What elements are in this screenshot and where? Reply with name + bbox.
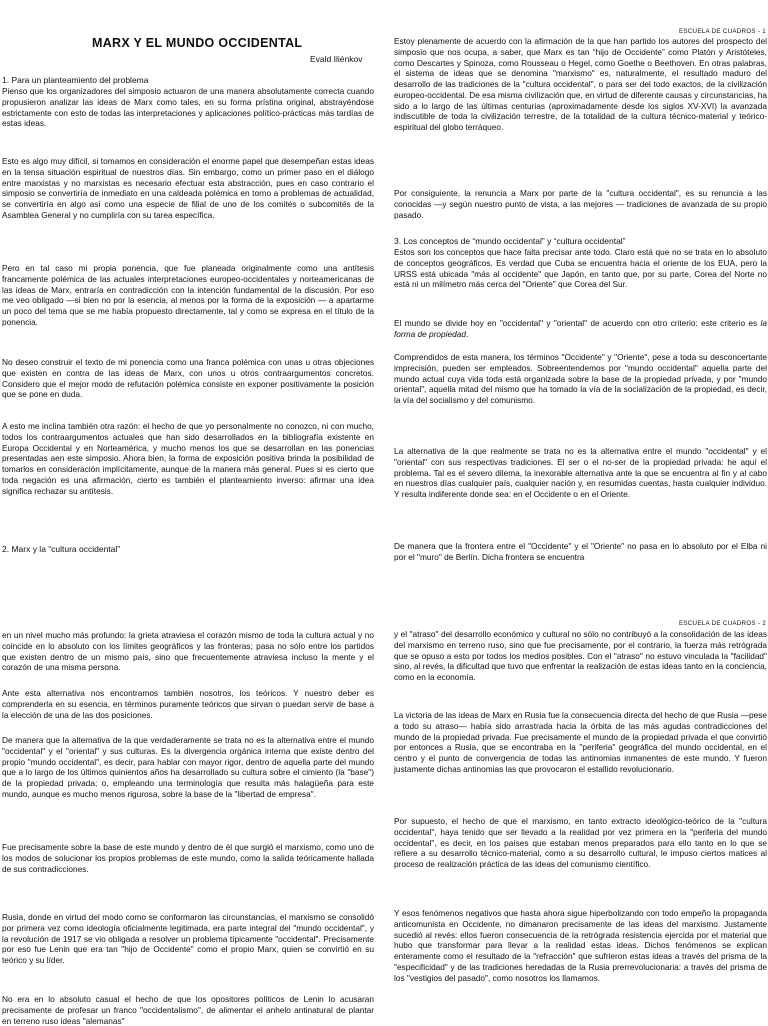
running-head-page-1: ESCUELA DE CUADROS - 1 (678, 28, 766, 35)
page2-left-paragraph-2: Ante esta alternativa nos encontramos también nosotros, los teóricos. Y nuestro deber es comprenderla en su esencia, en términos puramente teóricos que sirvan o puedan servir de base a la elección de una de las dos posiciones. (2, 688, 374, 720)
document-title: MARX Y EL MUNDO OCCIDENTAL (92, 36, 303, 50)
page1-left-paragraph-2: Esto es algo muy difícil, si tomamos en consideración el enorme papel que desempeñan estas ideas en la tensa situación espiritual de nuestros días. Sin embargo, como un primer paso en el diálogo entre marxistas y no marxistas es necesario efectuar esta abstracción, pues en caso contrario el simposio se convertiría de inmediato en una caldeada polémica en torno a problemas de actualidad, se convertiría en algo así como una especie de filial de uno de los comités o subcomités de la Asamblea General y no cumpliría con su tarea específica. (2, 156, 374, 220)
page2-left-paragraph-3: De manera que la alternativa de la que verdaderamente se trata no es la alternativa entre el mundo "occidental" y el "oriental" y sus culturas. Es la divergencia orgánica interna que existe dentro del propio "mundo occidental", es decir, para hablar con mayor rigor, dentro de aquella parte del mundo que a lo largo de los últimos quinientos años ha desarrollado su cultura sobre el cimiento (la "base") de la propiedad privada; o, empleando una terminología que resulta más halagüeña para este mundo, aunque es mucho menos rigurosa, sobre la base de la "libertad de empresa". (2, 735, 374, 799)
page1-left-paragraph-3: Pero en tal caso mi propia ponencia, que fue planeada originalmente como una antítesis francamente polémica de las actuales interpretaciones europeo-occidentales y norteamericanas de las ideas de Marx, entraría en contradicción con la intención fundamental de la discusión. Por eso me veo obligado —si bien no por la esencia, al menos por la forma de la exposición — a apartarme un poco del tema que se me había propuesto directamente, tal y como se expresa en el título de la ponencia. (2, 263, 374, 327)
page1-left-paragraph-5: A esto me inclina también otra razón: el hecho de que yo personalmente no conozco, ni con mucho, todos los contraargumentos actuales que han sido desarrollados en la bibliografía existente en Europa Occidental y en Norteamérica, y mucho menos los que se desarrollan en las ponencias presentadas aen este simposio. Ahora bien, la forma de exposición positiva brinda la posibilidad de tomarlos en consideración implícitamente, aunque de la manera más general. Pues si es cierto que toda negación es una afirmación, cierto es también el planteamiento inverso: afirmar una idea significa rechazar su antítesis. (2, 421, 374, 496)
page2-left-paragraph-6: No era en lo absoluto casual el hecho de que los opositores políticos de Lenin lo acusaran precisamente de profesar un franco "occidentalismo", de alimentar el anhelo antinatural de plantar en terreno ruso ideas "alemanas" (2, 994, 374, 1026)
page2-right-paragraph-4: Y esos fenómenos negativos que hasta ahora sigue hiperbolizando con todo empeño la propaganda anticomunista en Occidente, no dimanaron precisamente de las ideas del marxismo. Justamente sucedió al revés: ellos fueron consecuencia de la retrógrada resistencia ejercida por el material que hubo que transformar para llevar a la realidad estas ideas. Dichos fenómenos se explican enteramente como el resultado de la "refracción" que sufrieron estas ideas a través del prisma de la "especificidad" y de las tradiciones heredadas de la Rusia prerrevolucionaria: a través del prisma de los "vestigios del pasado", como nosotros los llamamos. (394, 908, 767, 983)
page1-left-paragraph-1: Pienso que los organizadores del simposio actuaron de una manera absolutamente correcta cuando propusieron analizar las ideas de Marx como tales, en su forma prístina original, abstrayéndose estrictamente con esto de todas las interpretaciones y aplicaciones político-prácticas más tardías de estas ideas. (2, 86, 374, 129)
page1-right-paragraph-2: Por consiguiente, la renuncia a Marx por parte de la "cultura occidental", es su renuncia a las conocidas —y según nuestro punto de vista, a las mejores — tradiciones de avanzada de su propio pasado. (394, 188, 767, 220)
page1-right-paragraph-5: Comprendidos de esta manera, los términos "Occidente" y "Oriente", pese a toda su desconcertante imprecisión, pueden ser empleados. Sobreentendemos por "mundo occidental" aquella parte del mundo actual cuya vida toda está organizada sobre la base de la propiedad privada, y por "mundo oriental", aquella mitad del mismo que ha tomado la vía de la socialización de la propiedad, es decir, la vía del socialismo y del comunismo. (394, 352, 767, 405)
page1-left-paragraph-4: No deseo construir el texto de mi ponencia como una franca polémica con unas u otras objeciones que existen en contra de las ideas de Marx, con unos u otros contraargumentos concretos. Considero que el mejor modo de refutación polémica consiste en exponer positivamente la posición que se pone en duda. (2, 357, 374, 400)
document-author: Evald Iliénkov (310, 54, 363, 64)
running-head-page-2: ESCUELA DE CUADROS - 2 (678, 620, 766, 627)
page2-left-paragraph-4: Fue precisamente sobre la base de este mundo y dentro de él que surgió el marxismo, como uno de los modos de solucionar los propios problemas de este mundo, como la salida teóricamente hallada de sus contradicciones. (2, 842, 374, 874)
section2-heading: 2. Marx y la “cultura occidental” (2, 544, 121, 554)
criterion-end-text: . (465, 328, 469, 339)
page2-right-paragraph-2: La victoria de las ideas de Marx en Rusia fue la consecuencia directa del hecho de que Rusia —pese a todo su atraso— había sido arrastrada hacia la órbita de las más agudas contradicciones del mundo de la propiedad privada. Fue precisamente el mundo de la propiedad privada el que convirtió por entonces a Rusia, que se encontraba en la "periferia" geográfica del mundo occidental, en el centro y el punto de convergencia de todas las antinomias inmanentes de este mundo. Y fueron justamente dichas antinomias las que provocaron el estallido revolucionario. (394, 710, 767, 774)
page1-right-paragraph-7: De manera que la frontera entre el "Occidente" y el "Oriente" no pasa en lo absoluto por el Elba ni por el "muro" de Berlín. Dicha frontera se encuentra (394, 541, 767, 562)
page1-right-paragraph-4 (394, 318, 767, 340)
page2-right-paragraph-1: y el "atraso" del desarrollo económico y cultural no sólo no contribuyó a la consolidación de las ideas del marxismo en terreno ruso, sino que fue precisamente, por el contrario, la fuerza más retrógrada que se opuso a esto por todos los medios posibles. Con el "atraso" no estuvo vinculada la "facilidad" sino, al revés, la dificultad que tuvo que enfrentar la realización de estas ideas tanto en la conciencia, como en la economía. (394, 629, 767, 682)
criterion-emphasis: la forma de propiedad (394, 318, 767, 339)
document-page-2 (0, 512, 768, 1024)
page1-right-paragraph-1: Estoy plenamente de acuerdo con la afirmación de la que han partido los autores del prospecto del simposio que nos ocupa, a saber, que Marx es tan “hijo de Occidente” como Platón y Aristóteles, como Descartes y Spinoza, como Rousseau o Hegel, como Goethe o Beethoven. En otras palabras, el sistema de ideas que se denomina "marxismo" es, naturalmente, el resultado maduro del desarrollo de las tradiciones de la "cultura occidental", o para ser del todo exactos, de la civilización europeo-occidental. De esa misma civilización que, en virtud de diferente causas y circunstancias, ha sido a lo largo de las últimas centurias (aproximadamente desde los siglos XV-XVI) la avanzada indiscutible de toda la civilización terrestre, de la totalidad de la cultura técnico-material y teórico-espiritual del globo terráqueo. (394, 36, 767, 132)
page1-right-paragraph-6: La alternativa de la que realmente se trata no es la alternativa entre el mundo "occidental" y el "oriental" con sus respectivas tradiciones. El ser o el no-ser de la propiedad privada: he aquí el problema. Tal es el severo dilema, la inexorable alternativa ante la que se encuentra al fin y al cabo en nuestros días cualquier país, cualquier nación y, en resumidas cuentas, hasta cualquier individuo. Y resulta indiferente donde sea: en el Occidente o en el Oriente. (394, 446, 767, 499)
page2-right-paragraph-3: Por supuesto, el hecho de que el marxismo, en tanto extracto ideológico-teórico de la "cultura occidental", haya tenido que ser llevado a la realidad por vez primera en la "periferia del mundo occidental", es decir, en los países que estaban menos preparados para ello tanto en lo que se refiere a su desarrollo técnico-material, como a su desarrollo cultural, le impuso ciertos matices al proceso de realización práctica de las ideas del comunismo científico. (394, 816, 767, 869)
criterion-lead-text: El mundo se divide hoy en "occidental" y "oriental" de acuerdo con otro criterio: este criterio es (394, 318, 761, 328)
page2-left-paragraph-5: Rusia, donde en virtud del modo como se conformaron las circunstancias, el marxismo se consolidó por primera vez como ideología oficialmente legitimada, era parte integral del "mundo occidental", y la revolución de 1917 se vio obligada a resolver un problema típicamente "occidental". Precisamente por eso fue Lenin que era tan "hijo de Occidente" como el propio Marx, quien se convirtió en su teórico y su líder. (2, 912, 374, 965)
page2-left-paragraph-1: en un nivel mucho más profundo: la grieta atraviesa el corazón mismo de toda la cultura actual y no coincide en lo absoluto con los límites geográficos y las fronteras; pasa no sólo entre los partidos que existen dentro de un mismo país, sino que frecuentemente atraviesa incluso la mente y el corazón de una misma persona. (2, 630, 374, 673)
section3-heading: 3. Los conceptos de “mundo occidental” y “cultura occidental” (394, 236, 626, 246)
section1-heading: 1. Para un planteamiento del problema (2, 75, 149, 85)
page1-right-paragraph-3: Estos son los conceptos que hace falta precisar ante todo. Claro está que no se trata en lo absoluto de conceptos geográficos. Es verdad que Cuba se encuentra hacia el oriente de los EUA, pero la URSS está ubicada "más al occidente" que Japón, en tanto que, por su parte, Corea del Norte no está ni un milímetro más cerca del "Oriente" que Corea del Sur. (394, 247, 767, 290)
